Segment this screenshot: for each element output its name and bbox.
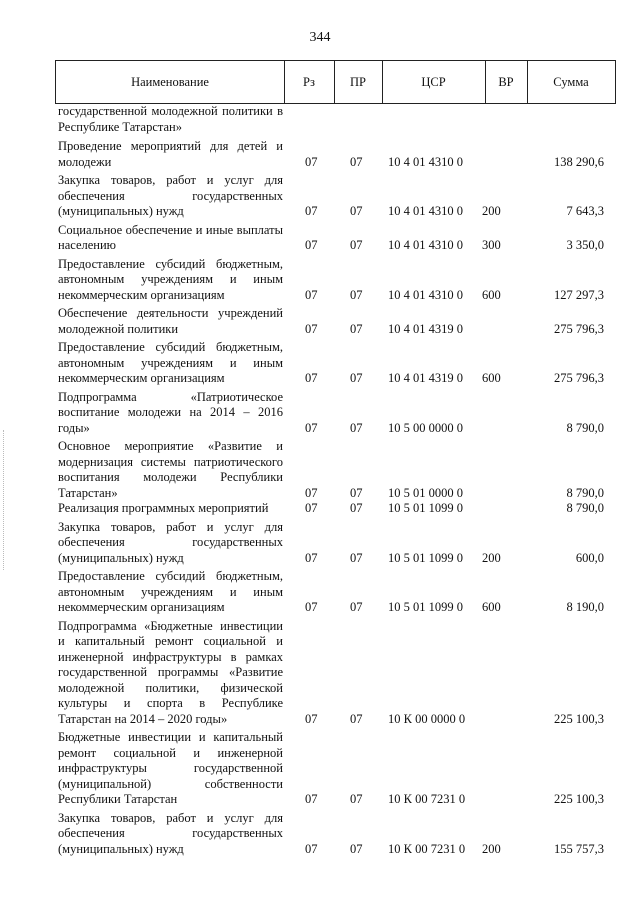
row-rz: 07 [305, 154, 318, 169]
table-row [55, 257, 616, 304]
row-rz: 07 [305, 841, 318, 856]
header-rz: Рз [284, 61, 335, 103]
row-rz: 07 [305, 371, 318, 385]
row-pr: 07 [350, 371, 363, 385]
row-pr: 07 [350, 501, 363, 515]
row-rz: 07 [305, 792, 318, 806]
row-csr: 10 4 01 4310 0 [388, 238, 463, 252]
row-name: Социальное обеспечение и иные выплаты населению [58, 222, 283, 252]
table-row [55, 439, 616, 501]
table-row [55, 139, 616, 170]
row-pr: 07 [350, 600, 363, 614]
row-rz: 07 [305, 600, 318, 614]
row-name: Реализация программных мероприятий [58, 501, 269, 515]
row-name: Закупка товаров, работ и услуг для обеспечения государственных (муниципальных) нужд [58, 810, 283, 856]
table-row [55, 520, 616, 567]
header-csr: ЦСР [382, 61, 486, 103]
table-row [55, 340, 616, 387]
row-rz: 07 [305, 420, 318, 435]
row-rz: 07 [305, 711, 318, 726]
row-name: Бюджетные инвестиции и капитальный ремонт социальной и инженерной инфраструктуры государственной (муниципальной) собственности Республики Татарстан [58, 730, 283, 806]
table-row [55, 223, 616, 254]
row-sum: 275 796,3 [554, 371, 604, 385]
row-pr: 07 [350, 321, 363, 336]
row-sum: 225 100,3 [554, 792, 604, 806]
row-pr: 07 [350, 204, 363, 218]
header-sum: Сумма [553, 75, 589, 89]
row-csr: 10 4 01 4310 0 [388, 154, 463, 169]
table-header [55, 60, 616, 104]
row-rz: 07 [305, 204, 318, 218]
row-csr: 10 4 01 4310 0 [388, 204, 463, 218]
row-vr: 600 [482, 600, 501, 614]
row-rz: 07 [305, 321, 318, 336]
row-csr: 10 5 01 0000 0 [388, 485, 463, 500]
row-csr: 10 К 00 0000 0 [388, 711, 466, 726]
row-sum: 8 790,0 [566, 420, 604, 435]
row-name: Подпрограмма «Патриотическое воспитание молодежи на 2014 – 2016 годы» [58, 389, 283, 435]
table-row [55, 730, 616, 808]
row-sum: 275 796,3 [554, 321, 604, 336]
row-csr: 10 5 01 1099 0 [388, 600, 463, 614]
row-rz: 07 [305, 287, 318, 302]
row-name: Предоставление субсидий бюджетным, автономным учреждениям и иным некоммерческим организациям [58, 340, 283, 385]
row-sum: 8 790,0 [566, 501, 604, 515]
row-pr: 07 [350, 841, 363, 856]
row-pr: 07 [350, 287, 363, 302]
table-row [55, 811, 616, 858]
table-row [55, 390, 616, 437]
margin-marks [3, 430, 6, 570]
row-name: Проведение мероприятий для детей и молодежи [58, 139, 283, 169]
row-pr: 07 [350, 711, 363, 726]
row-name: Обеспечение деятельности учреждений молодежной политики [58, 306, 283, 336]
row-csr: 10 5 01 1099 0 [388, 501, 463, 515]
header-name: Наименование [56, 61, 285, 103]
header-pr: ПР [334, 61, 383, 103]
table-row [55, 569, 616, 616]
row-name: Закупка товаров, работ и услуг для обеспечения государственных (муниципальных) нужд [58, 173, 283, 218]
row-vr: 600 [482, 287, 501, 302]
table-body [55, 104, 616, 857]
row-pr: 07 [350, 420, 363, 435]
row-csr: 10 4 01 4319 0 [388, 371, 463, 385]
row-rz: 07 [305, 238, 318, 252]
row-pr: 07 [350, 238, 363, 252]
row-sum: 600,0 [575, 550, 604, 565]
table-row [55, 619, 616, 728]
row-rz: 07 [305, 501, 318, 515]
row-sum: 225 100,3 [554, 711, 604, 726]
table-row [55, 306, 616, 337]
row-sum: 3 350,0 [566, 238, 604, 252]
row-csr: 10 5 00 0000 0 [388, 420, 463, 435]
row-name: Предоставление субсидий бюджетным, автономным учреждениям и иным некоммерческим организациям [58, 569, 283, 614]
row-pr: 07 [350, 792, 363, 806]
row-sum: 8 190,0 [566, 600, 604, 614]
row-pr: 07 [350, 485, 363, 500]
row-name: Подпрограмма «Бюджетные инвестиции и капитальный ремонт социальной и инженерной инфраструктуры в рамках государственной программы «Развитие молодежной политики, физической культуры и спорта в Республике Татарстан на 2014 – 2020 годы» [58, 618, 283, 726]
row-sum: 127 297,3 [554, 287, 604, 302]
row-name: Предоставление субсидий бюджетным, автономным учреждениям и иным некоммерческим организациям [58, 256, 283, 302]
page-number: 344 [309, 30, 331, 45]
row-sum: 8 790,0 [566, 485, 604, 500]
row-csr: 10 5 01 1099 0 [388, 550, 463, 565]
row-name: Закупка товаров, работ и услуг для обеспечения государственных (муниципальных) нужд [58, 519, 283, 565]
row-vr: 200 [482, 841, 501, 856]
row-vr: 300 [482, 238, 501, 252]
row-pr: 07 [350, 154, 363, 169]
row-vr: 200 [482, 550, 501, 565]
row-sum: 138 290,6 [554, 154, 604, 169]
row-sum: 155 757,3 [554, 841, 604, 856]
table-row [55, 501, 616, 517]
table-row [55, 173, 616, 220]
row-rz: 07 [305, 485, 318, 500]
row-csr: 10 4 01 4310 0 [388, 287, 463, 302]
row-name: государственной молодежной политики в Республике Татарстан» [58, 104, 283, 134]
row-name: Основное мероприятие «Развитие и модернизация системы патриотического воспитания молодежи Республики Татарстан» [58, 439, 283, 500]
header-vr: ВР [485, 61, 528, 103]
row-vr: 600 [482, 371, 501, 385]
row-csr: 10 К 00 7231 0 [388, 792, 466, 806]
row-vr: 200 [482, 204, 501, 218]
row-pr: 07 [350, 550, 363, 565]
row-csr: 10 4 01 4319 0 [388, 321, 463, 336]
row-csr: 10 К 00 7231 0 [388, 841, 466, 856]
row-rz: 07 [305, 550, 318, 565]
table-row [55, 104, 616, 135]
row-sum: 7 643,3 [566, 204, 604, 218]
